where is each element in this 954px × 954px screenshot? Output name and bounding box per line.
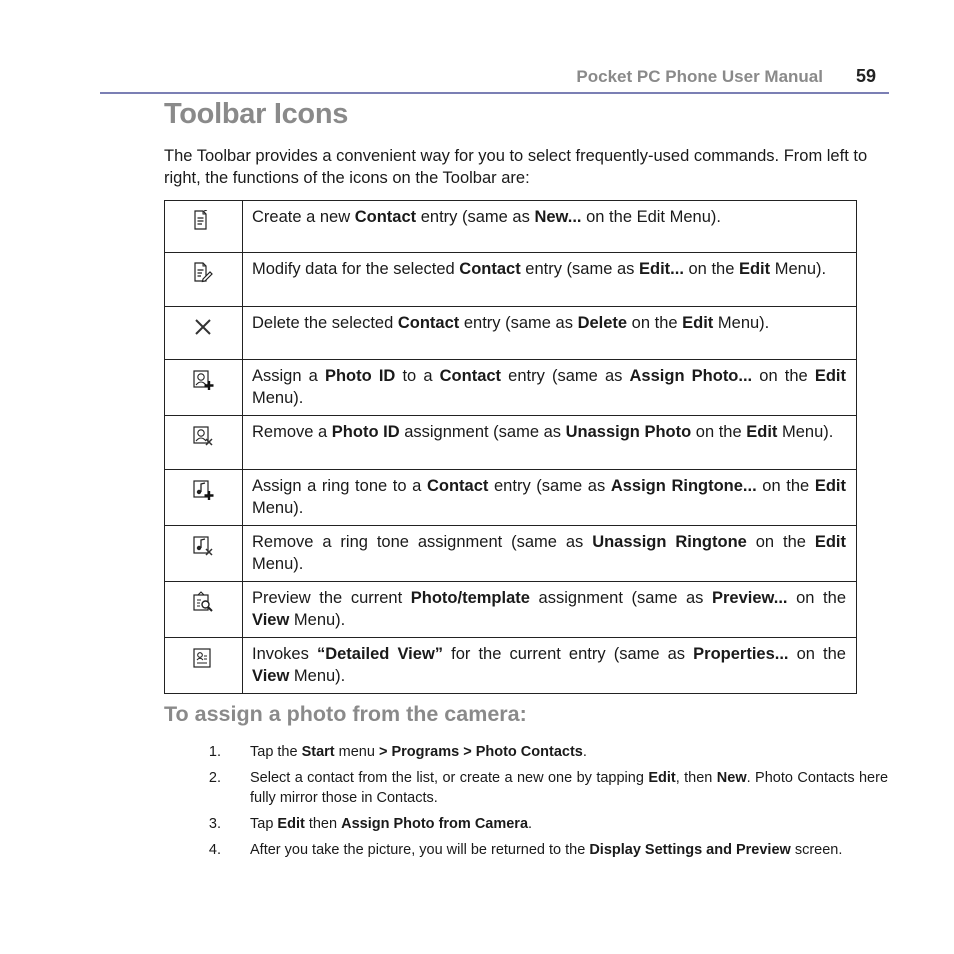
description-bold-term: Contact xyxy=(354,208,417,226)
manual-title: Pocket PC Phone User Manual xyxy=(576,67,823,86)
step-bold-term: Start xyxy=(301,744,335,760)
step-bold-term: > Programs > Photo Contacts xyxy=(378,744,583,760)
description-bold-term: New... xyxy=(534,208,582,226)
description-bold-term: Photo/template xyxy=(410,589,530,607)
step-text: . xyxy=(528,816,533,832)
list-item xyxy=(208,742,888,762)
new-contact-icon xyxy=(192,210,214,232)
steps-list xyxy=(208,742,889,866)
description-bold-term: Unassign Photo xyxy=(565,423,692,441)
description-bold-term: Edit xyxy=(746,423,778,441)
step-number: 2. xyxy=(208,770,221,786)
description-cell xyxy=(243,360,857,416)
step-number: 1. xyxy=(208,744,221,760)
description-cell xyxy=(243,470,857,526)
step-text: . xyxy=(582,744,587,760)
description-text: on the xyxy=(787,589,846,607)
description-text: Menu). xyxy=(777,423,834,441)
step-text: Select a contact from the list, or create a new one by tapping xyxy=(250,770,649,786)
step-text: menu xyxy=(334,744,379,760)
icon-cell xyxy=(165,416,243,470)
description-cell xyxy=(243,526,857,582)
step-text: screen. xyxy=(790,842,843,858)
description-bold-term: Preview... xyxy=(712,589,788,607)
table-row xyxy=(165,582,857,638)
description-text: entry (same as xyxy=(520,260,639,278)
step-text xyxy=(229,768,888,808)
remove-photo-icon xyxy=(192,425,214,447)
step-text: , then xyxy=(675,770,717,786)
description-bold-term: Assign Photo... xyxy=(629,367,753,385)
step-text: After you take the picture, you will be returned to the xyxy=(250,842,590,858)
description-text: assignment (same as xyxy=(529,589,712,607)
icon-cell xyxy=(165,638,243,694)
description-text: Invokes xyxy=(252,645,317,663)
description-text: on the xyxy=(683,260,739,278)
step-text xyxy=(229,814,888,834)
icon-cell xyxy=(165,201,243,253)
description-text: Create a new xyxy=(252,208,355,226)
page-number: 59 xyxy=(855,66,876,86)
description-cell xyxy=(243,638,857,694)
icon-cell xyxy=(165,307,243,360)
detailed-view-icon xyxy=(192,647,214,669)
description-text: on the xyxy=(627,314,683,332)
description-bold-term: Edit... xyxy=(639,260,684,278)
icon-cell xyxy=(165,253,243,307)
description-text: entry (same as xyxy=(416,208,535,226)
step-text xyxy=(229,840,888,860)
step-text xyxy=(229,742,888,762)
description-text: Menu). xyxy=(289,667,346,685)
description-bold-term: Assign Ringtone... xyxy=(610,477,757,495)
description-bold-term: Edit xyxy=(814,533,847,551)
preview-icon xyxy=(192,591,214,613)
list-item xyxy=(208,814,888,834)
description-bold-term: Contact xyxy=(426,477,489,495)
description-bold-term: “Detailed View” xyxy=(316,645,444,663)
running-header xyxy=(100,64,889,94)
description-bold-term: Contact xyxy=(397,314,460,332)
icon-cell xyxy=(165,470,243,526)
icon-cell xyxy=(165,526,243,582)
step-number: 3. xyxy=(208,816,221,832)
step-text: then xyxy=(304,816,342,832)
description-bold-term: Properties... xyxy=(693,645,789,663)
table-row xyxy=(165,416,857,470)
description-bold-term: Contact xyxy=(459,260,521,278)
edit-contact-icon xyxy=(192,262,214,284)
intro-paragraph: The Toolbar provides a convenient way for you to select frequently-used commands. From left to right, the functions of the icons on the Toolbar are: xyxy=(164,147,868,187)
description-text: Menu). xyxy=(713,314,770,332)
description-text: Menu). xyxy=(252,389,304,407)
description-text: Preview the current xyxy=(252,589,411,607)
toolbar-icons-table xyxy=(164,200,857,694)
icon-cell xyxy=(165,360,243,416)
description-bold-term: Edit xyxy=(814,367,846,385)
table-row xyxy=(165,360,857,416)
description-bold-term: Edit xyxy=(738,260,771,278)
description-bold-term: Edit xyxy=(682,314,714,332)
table-row xyxy=(165,307,857,360)
table-row xyxy=(165,526,857,582)
description-cell xyxy=(243,307,857,360)
description-text: on the xyxy=(746,533,815,551)
icon-cell xyxy=(165,582,243,638)
step-bold-term: New xyxy=(716,770,747,786)
description-text: Remove a ring tone assignment (same as xyxy=(252,533,593,551)
description-text: Remove a xyxy=(252,423,332,441)
description-cell xyxy=(243,582,857,638)
list-item xyxy=(208,768,889,808)
description-text: Menu). xyxy=(289,611,346,629)
description-text: Menu). xyxy=(770,260,827,278)
description-bold-term: Edit xyxy=(814,477,846,495)
page-title: Toolbar Icons xyxy=(164,98,349,130)
description-bold-term: Unassign Ringtone xyxy=(592,533,747,551)
step-text: Tap the xyxy=(250,744,302,760)
description-bold-term: Photo ID xyxy=(324,367,396,385)
description-text: assignment (same as xyxy=(399,423,566,441)
step-number: 4. xyxy=(208,842,221,858)
description-text: Delete the selected xyxy=(252,314,398,332)
assign-ringtone-icon xyxy=(192,479,214,501)
description-text: for the current entry (same as xyxy=(443,645,694,663)
description-bold-term: View xyxy=(252,667,290,685)
step-bold-term: Edit xyxy=(648,770,676,786)
remove-ringtone-icon xyxy=(192,535,214,557)
description-text: Assign a ring tone to a xyxy=(252,477,427,495)
description-cell xyxy=(243,416,857,470)
description-cell xyxy=(243,253,857,307)
table-row xyxy=(165,470,857,526)
step-bold-term: Display Settings and Preview xyxy=(589,842,791,858)
delete-icon xyxy=(192,316,214,338)
step-bold-term: Assign Photo from Camera xyxy=(341,816,529,832)
description-text: on the xyxy=(756,477,815,495)
description-text: on the xyxy=(752,367,815,385)
description-text: on the xyxy=(691,423,747,441)
description-text: entry (same as xyxy=(501,367,630,385)
description-text: entry (same as xyxy=(459,314,578,332)
step-text: . Photo Contacts here fully mirror those in Contacts. xyxy=(250,770,889,806)
description-cell xyxy=(243,201,857,253)
description-bold-term: Delete xyxy=(577,314,628,332)
table-row xyxy=(165,201,857,253)
assign-photo-icon xyxy=(192,369,214,391)
description-text: Menu). xyxy=(252,499,304,517)
description-text: Menu). xyxy=(252,555,304,573)
description-bold-term: View xyxy=(252,611,290,629)
description-text: entry (same as xyxy=(488,477,611,495)
description-text: Modify data for the selected xyxy=(252,260,460,278)
list-item xyxy=(208,840,888,860)
subsection-title: To assign a photo from the camera: xyxy=(164,702,527,726)
description-text: on the Edit Menu). xyxy=(581,208,721,226)
table-row xyxy=(165,253,857,307)
description-text: on the xyxy=(788,645,846,663)
description-text: to a xyxy=(395,367,440,385)
description-text: Assign a xyxy=(252,367,325,385)
description-bold-term: Photo ID xyxy=(331,423,400,441)
description-bold-term: Contact xyxy=(439,367,502,385)
step-text: Tap xyxy=(250,816,278,832)
step-bold-term: Edit xyxy=(277,816,305,832)
toolbar-icons-table-body xyxy=(165,201,857,694)
table-row xyxy=(165,638,857,694)
